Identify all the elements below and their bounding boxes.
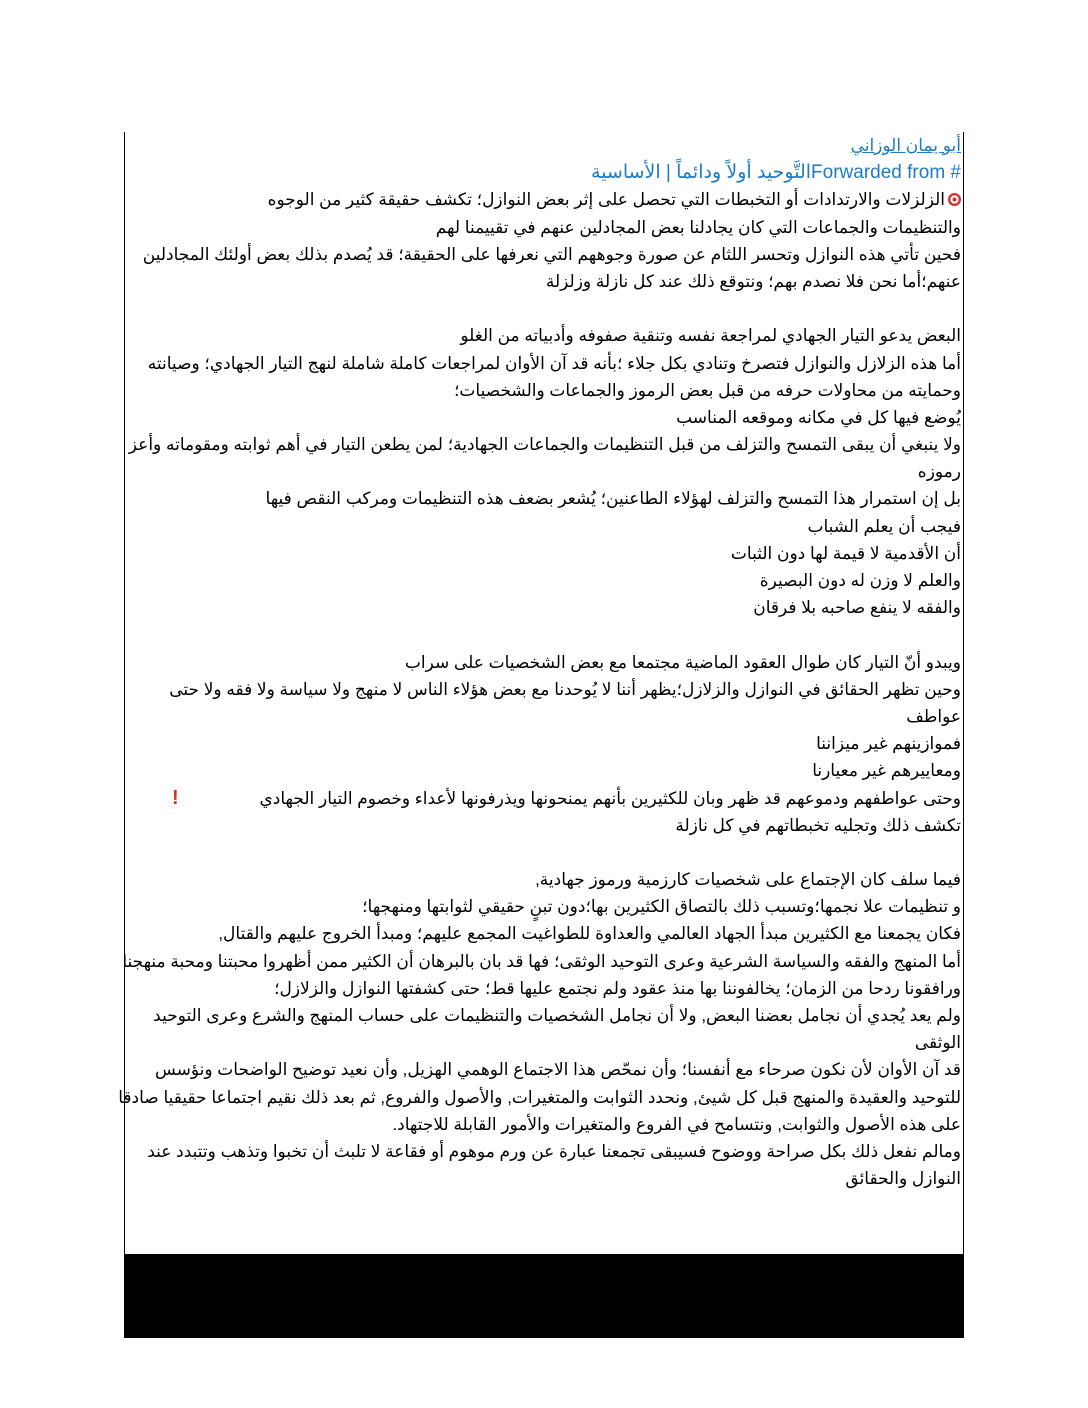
text-line-content: فحين تأتي هذه النوازل وتحسر اللثام عن صورة وجوههم التي نعرفها على الحقيقة؛ قد يُصدم بذلك بعض أولئك المجادلين [142, 244, 961, 264]
text-line-content: النوازل والحقائق [845, 1169, 961, 1189]
text-line-content: البعض يدعو التيار الجهادي لمراجعة نفسه وتنقية صفوفه وأدبياته من الغلو [460, 326, 961, 346]
text-line-content: فيما سلف كان الإجتماع على شخصيات كارزمية ورموز جهادية, [535, 870, 961, 890]
text-line-content: على هذه الأصول والثوابت, ونتسامح في الفروع والمتغيرات والأمور القابلة للاجتهاد. [392, 1114, 961, 1134]
text-line-content: أما هذه الزلازل والنوازل فتصرخ وتنادي بكل جلاء ؛بأنه قد آن الأوان لمراجعات كاملة شاملة لنهج التيار الجهادي؛ وصيانته [147, 353, 961, 373]
text-line [127, 1165, 961, 1192]
exclamation-icon: ! [172, 786, 179, 809]
paragraph-gap [127, 621, 961, 648]
text-line-content: الوثقى [914, 1033, 961, 1053]
text-line [127, 1056, 961, 1083]
text-line [127, 214, 961, 241]
text-line-content: والتنظيمات والجماعات التي كان يجادلنا بعض المجادلين عنهم في تقييمنا لهم [435, 217, 961, 237]
text-line [127, 431, 961, 458]
text-line-content: ولا ينبغي أن يبقى التمسح والتزلف من قبل التنظيمات والجماعات الجهادية؛ لمن يطعن التيار في أهم ثوابته ومقوماته وأعز [128, 435, 961, 455]
text-line-content: فكان يجمعنا مع الكثيرين مبدأ الجهاد العالمي والعداوة للطواغيت المجمع عليهم؛ ومبدأ الخروج عليهم والقتال, [218, 924, 961, 944]
text-line [127, 567, 961, 594]
text-line-content: أن الأقدمية لا قيمة لها دون الثبات [730, 543, 961, 563]
text-line [127, 350, 961, 377]
text-line-content: وحمايته من محاولات حرفه من قبل بعض الرموز والجماعات والشخصيات؛ [453, 380, 961, 400]
text-line [127, 757, 961, 784]
text-line-content: والعلم لا وزن له دون البصيرة [759, 571, 961, 590]
text-line-content: و تنظيمات علا نجمها؛وتسبب ذلك بالتصاق الكثيرين بها؛دون تبنٍ حقيقي لثوابتها ومنهجها؛ [362, 897, 961, 917]
text-line [127, 404, 961, 431]
author-link[interactable]: أبو يمان الوزاني [850, 136, 961, 155]
text-line [127, 785, 961, 812]
black-footer-bar [124, 1254, 964, 1338]
text-line-content: ورافقونا ردحا من الزمان؛ يخالفوننا بها منذ عقود ولم نجتمع عليها قط؛ حتى كشفتها النوازل والزلازل؛ [274, 978, 961, 998]
text-line [118, 1084, 961, 1111]
text-line [127, 812, 961, 839]
text-line-content: فموازينهم غير ميزاننا [816, 734, 961, 754]
text-line [122, 948, 961, 975]
text-line [127, 703, 961, 730]
text-line [127, 186, 961, 213]
text-line-content: ولم يعد يُجدي أن نجامل بعضنا البعض, ولا أن نجامل الشخصيات والتنظيمات على حساب المنهج والشرع وعرى التوحيد [153, 1006, 961, 1025]
forwarded-channel-link[interactable]: التَّوحيد أولاً ودائماً | الأساسية [590, 162, 812, 184]
text-line [127, 458, 961, 485]
text-line [127, 1002, 961, 1029]
text-line-content: تكشف ذلك وتجليه تخبطاتهم في كل نازلة [675, 815, 961, 835]
text-line-content: الزلزلات والارتدادات أو التخبطات التي تحصل على إثر بعض النوازل؛ تكشف حقيقة كثير من الوجوه [267, 190, 945, 210]
text-line [127, 676, 961, 703]
text-line-content: عواطف [906, 706, 961, 726]
text-line-content: للتوحيد والعقيدة والمنهج قبل كل شيئ, ونحدد الثوابت والمتغيرات, والأصول والفروع, ثم بعد ذلك نقيم اجتماعا حقيقيا صادقا [118, 1087, 961, 1107]
text-line [127, 268, 961, 295]
text-line [127, 513, 961, 540]
text-line [127, 1111, 961, 1138]
text-line [127, 649, 961, 676]
text-line [127, 485, 961, 512]
paragraph-gap [127, 295, 961, 322]
text-line [127, 322, 961, 349]
text-line [127, 1138, 961, 1165]
text-line [127, 377, 961, 404]
text-line [127, 241, 961, 268]
document-page [118, 132, 964, 1338]
message-body [118, 132, 961, 1192]
forwarded-line [127, 159, 961, 186]
text-line-content: فيجب أن يعلم الشباب [807, 516, 961, 536]
author-line [127, 132, 961, 159]
text-line-content: بل إن استمرار هذا التمسح والتزلف لهؤلاء الطاعنين؛ يُشعر بضعف هذه التنظيمات ومركب النقص فيها [265, 489, 961, 509]
text-line [127, 975, 961, 1002]
text-line [127, 1029, 961, 1056]
text-line-content: وحتى عواطفهم ودموعهم قد ظهر وبان للكثيرين بأنهم يمنحونها ويذرفونها لأعداء وخصوم التيار الجهادي [259, 788, 961, 808]
text-line-content: ومعاييرهم غير معيارنا [812, 761, 961, 781]
paragraphs [118, 186, 961, 1192]
text-line-content: قد آن الأوان لأن نكون صرحاء مع أنفسنا؛ وأن نمحّص هذا الاجتماع الوهمي الهزيل, وأن نعيد توضيح الواضحات ونؤسس [154, 1060, 961, 1080]
paragraph-gap [127, 839, 961, 866]
text-line [127, 594, 961, 621]
text-line-content: رموزه [917, 462, 961, 482]
text-line-content: وحين تظهر الحقائق في النوازل والزلازل؛يظهر أننا لا يُوحدنا مع بعض هؤلاء الناس لا منهج ولا سياسة ولا فقه ولا حتى [169, 679, 961, 699]
text-line [127, 866, 961, 893]
text-line-content: أما المنهج والفقه والسياسة الشرعية وعرى التوحيد الوثقى؛ فها قد بان بالبرهان أن الكثير ممن أظهروا محبتنا ومحبة منهجنا [122, 951, 961, 971]
text-line-content: والفقه لا ينفع صاحبه بلا فرقان [753, 598, 961, 618]
text-line [127, 920, 961, 947]
text-line-content: ويبدو أنّ التيار كان طوال العقود الماضية مجتمعا مع بعض الشخصيات على سراب [404, 652, 961, 672]
text-line-content: ومالم نفعل ذلك بكل صراحة ووضوح فسيبقى تجمعنا عبارة عن ورم موهوم أو فقاعة لا تلبث أن تخبوا وتذهب وتتبدد عند [147, 1141, 961, 1161]
text-line [127, 730, 961, 757]
text-line [127, 540, 961, 567]
forwarded-prefix: Forwarded from # [811, 162, 961, 184]
text-line [127, 893, 961, 920]
text-line-content: عنهم؛أما نحن فلا نصدم بهم؛ ونتوقع ذلك عند كل نازلة وزلزلة [545, 271, 961, 291]
direct-hit-icon [948, 193, 961, 206]
text-line-content: يُوضع فيها كل في مكانه وموقعه المناسب [676, 407, 961, 427]
